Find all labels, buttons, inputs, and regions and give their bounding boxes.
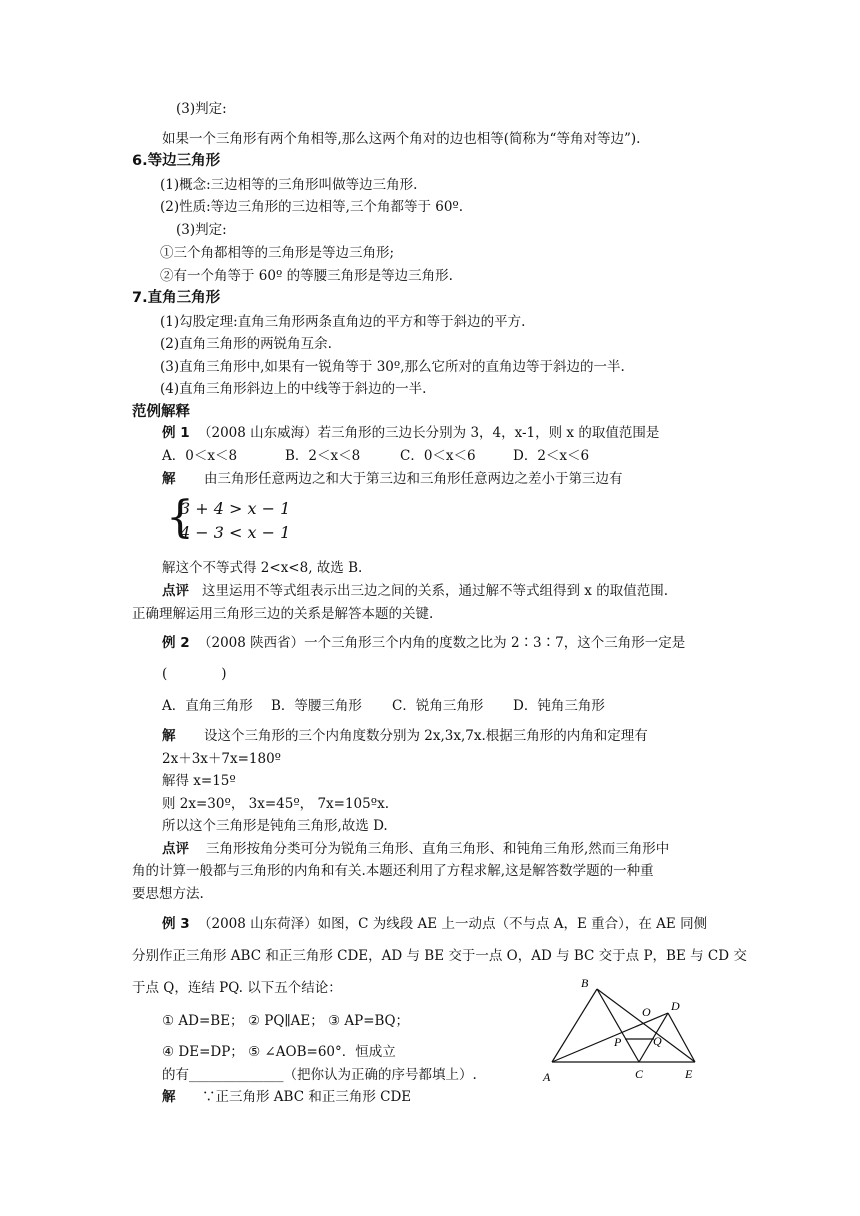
ex2-step-4: 所以这个三角形是钝角三角形,故选 D. xyxy=(162,818,388,834)
sec7-item-1: (1)勾股定理:直角三角形两条直角边的平方和等于斜边的平方. xyxy=(160,314,526,330)
ex1-solution-text: 由三角形任意两边之和大于第三边和三角形任意两边之差小于第三边有 xyxy=(204,471,623,487)
ex2-solution-text: 设这个三角形的三个内角度数分别为 2x,3x,7x.根据三角形的内角和定理有 xyxy=(204,728,648,744)
segment-bc xyxy=(597,989,639,1062)
sec6-item-1: (1)概念:三边相等的三角形叫做等边三角形. xyxy=(160,177,418,193)
judgement-text: 如果一个三角形有两个角相等,那么这两个角对的边也相等(简称为“等角对等边”). xyxy=(162,131,641,147)
sec7-item-3: (3)直角三角形中,如果有一锐角等于 30º,那么它所对的直角边等于斜边的一半. xyxy=(160,359,625,375)
sec7-item-2: (2)直角三角形的两锐角互余. xyxy=(160,336,332,352)
ex3-solution-text: ∵正三角形 ABC 和正三角形 CDE xyxy=(202,1089,412,1105)
ex2-comment-line2: 角的计算一般都与三角形的内角和有关.本题还利用了方程求解,这是解答数学题的一种重 xyxy=(132,863,654,879)
ex3-label: 例 3 xyxy=(162,916,190,932)
ex1-comment-line2: 正确理解运用三角形三边的关系是解答本题的关键. xyxy=(132,606,434,622)
segment-ab xyxy=(552,989,597,1062)
ex3-conclusions-a: ① AD=BE； ② PQ∥AE； ③ AP=BQ； xyxy=(162,1013,410,1029)
point-o-label: O xyxy=(642,1005,651,1019)
point-e-label: E xyxy=(685,1067,693,1081)
sec6-item-4: ①三个角都相等的三角形是等边三角形; xyxy=(160,245,395,261)
ex2-comment-line3: 要思想方法. xyxy=(132,886,204,902)
point-a-label: A xyxy=(543,1070,551,1084)
ex1-solution-label: 解 xyxy=(162,471,176,487)
ex2-step-1: 2x＋3x＋7x=180º xyxy=(162,751,282,767)
ex3-answer-blank: 的有______________（把你认为正确的序号都填上）. xyxy=(162,1067,477,1083)
sec6-item-2: (2)性质:等边三角形的三边相等,三个角都等于 60º. xyxy=(160,199,464,215)
ex1-inequality-1: 3 + 4 > x − 1 xyxy=(180,499,291,518)
judgement-label: (3)判定: xyxy=(176,101,227,117)
ex3-line2: 分别作正三角形 ABC 和正三角形 CDE，AD 与 BE 交于一点 O，AD 与 BC 交于点 P，BE 与 CD 交 xyxy=(132,948,747,964)
triangle-figure xyxy=(540,975,710,1085)
ex2-step-2: 解得 x=15º xyxy=(162,773,236,789)
ex3-line1: （2008 山东荷泽）如图，C 为线段 AE 上一动点（不与点 A，E 重合），在 AE 同侧 xyxy=(198,916,708,932)
ex1-result: 解这个不等式得 2<x<8, 故选 B. xyxy=(162,560,363,576)
examples-title: 范例解释 xyxy=(132,404,190,420)
ex2-answer-paren: ( ) xyxy=(162,666,227,682)
point-q-label: Q xyxy=(653,1034,662,1048)
ex1-option-b: B．2＜x＜8 xyxy=(285,448,361,464)
ex1-option-a: A．0＜x＜8 xyxy=(162,448,238,464)
ex2-step-3: 则 2x=30º， 3x=45º， 7x=105ºx. xyxy=(162,796,389,812)
segment-ad xyxy=(552,1013,668,1062)
ex1-comment-label: 点评 xyxy=(162,583,189,599)
point-c-label: C xyxy=(635,1067,644,1081)
ex3-solution-label: 解 xyxy=(162,1089,176,1105)
section-7-title: 7.直角三角形 xyxy=(132,290,221,306)
sec6-item-3: (3)判定: xyxy=(176,222,227,238)
ex1-label: 例 1 xyxy=(162,425,190,441)
ex1-option-c: C．0＜x＜6 xyxy=(400,448,476,464)
ex2-option-a: A．直角三角形 xyxy=(162,698,253,714)
brace-symbol: { xyxy=(166,492,194,543)
ex1-option-d: D．2＜x＜6 xyxy=(513,448,590,464)
point-p-label: P xyxy=(614,1035,622,1049)
ex1-comment-line1: 这里运用不等式组表示出三边之间的关系，通过解不等式组得到 x 的取值范围. xyxy=(202,583,668,599)
ex1-inequality-2: 4 − 3 < x − 1 xyxy=(180,523,291,542)
ex2-option-b: B．等腰三角形 xyxy=(271,698,362,714)
section-6-title: 6.等边三角形 xyxy=(132,153,221,169)
point-b-label: B xyxy=(581,976,589,990)
ex2-comment-line1: 三角形按角分类可分为锐角三角形、直角三角形、和钝角三角形,然而三角形中 xyxy=(206,841,670,857)
segment-de xyxy=(668,1013,695,1062)
point-d-label: D xyxy=(671,999,680,1013)
ex3-conclusions-b: ④ DE=DP； ⑤ ∠AOB=60°．恒成立 xyxy=(162,1044,396,1060)
ex2-solution-label: 解 xyxy=(162,728,176,744)
ex1-question: （2008 山东威海）若三角形的三边长分别为 3，4，x-1，则 x 的取值范围是 xyxy=(198,425,660,441)
ex2-question: （2008 陕西省）一个三角形三个内角的度数之比为 2∶3∶7，这个三角形一定是 xyxy=(198,635,686,651)
ex2-label: 例 2 xyxy=(162,635,190,651)
sec6-item-5: ②有一个角等于 60º 的等腰三角形是等边三角形. xyxy=(160,268,453,284)
sec7-item-4: (4)直角三角形斜边上的中线等于斜边的一半. xyxy=(160,381,427,397)
ex3-line3: 于点 Q，连结 PQ. 以下五个结论： xyxy=(132,980,342,996)
ex2-option-c: C．锐角三角形 xyxy=(392,698,484,714)
ex2-comment-label: 点评 xyxy=(162,841,189,857)
ex2-option-d: D．钝角三角形 xyxy=(513,698,605,714)
